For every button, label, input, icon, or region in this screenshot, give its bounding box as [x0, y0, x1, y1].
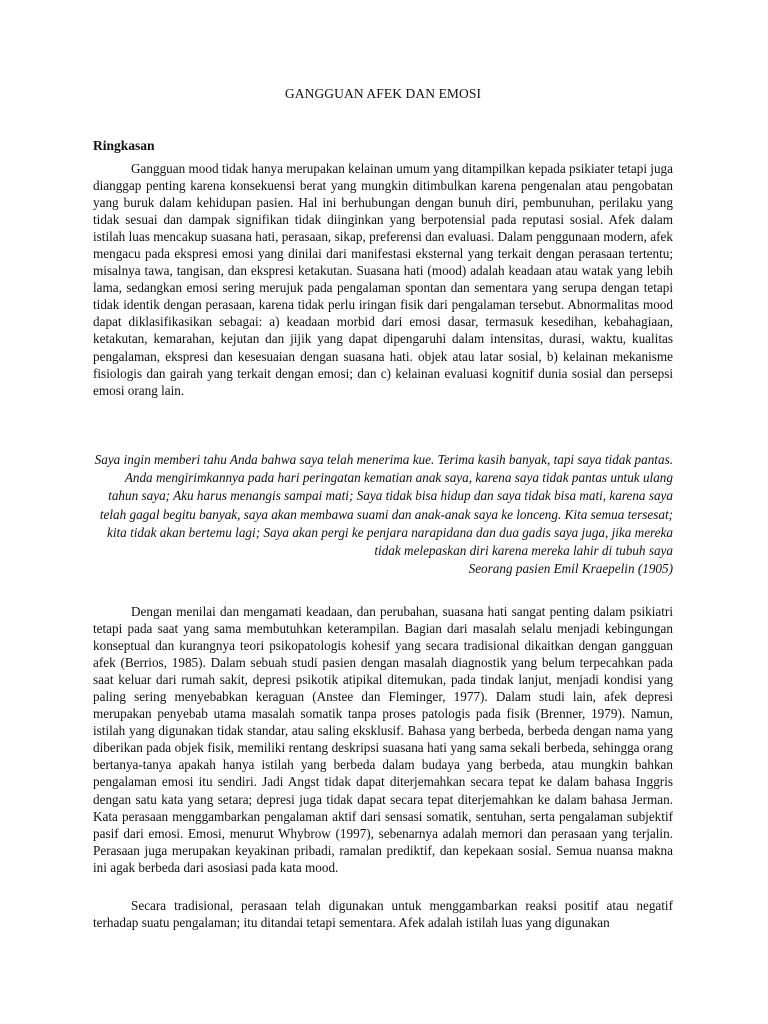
quote-text: Saya ingin memberi tahu Anda bahwa saya telah menerima kue. Terima kasih banyak, tapi saya tidak pantas. Anda mengirimkannya pada hari peringatan kematian anak saya, karena saya tidak pantas untuk ulang tahun saya; Aku harus menangis sampai mati; Saya tidak bisa hidup dan saya tidak bisa mati, karena saya telah gagal begitu banyak, saya akan membawa suami dan anak-anak saya ke lonceng. Kita semua tersesat; kita tidak akan bertemu lagi; Saya akan pergi ke penjara narapidana dan dua gadis saya juga, jika mereka tidak melepaskan diri karena mereka lahir di tubuh saya	[94, 452, 673, 559]
paragraph-summary: Gangguan mood tidak hanya merupakan kelainan umum yang ditampilkan kepada psikiater tetapi juga dianggap penting karena konsekuensi berat yang mungkin ditimbulkan karena pengenalan atau pengobatan yang buruk dalam kehidupan pasien. Hal ini berhubungan dengan bunuh diri, pembunuhan, perilaku yang tidak sesuai dan dampak signifikan tidak diinginkan yang berpotensial pada reputasi sosial. Afek dalam istilah luas mencakup suasana hati, perasaan, sikap, preferensi dan evaluasi. Dalam penggunaan modern, afek mengacu pada ekspresi emosi yang dinilai dari manifestasi eksternal yang terkait dengan perasaan tertentu; misalnya tawa, tangisan, dan ekspresi ketakutan. Suasana hati (mood) adalah keadaan atau watak yang lebih lama, sedangkan emosi sering merujuk pada pengalaman spontan dan sementara yang serupa dengan tetapi tidak identik dengan perasaan, karena tidak perlu iringan fisik dari pengalaman tersebut. Abnormalitas mood dapat diklasifikasikan sebagai: a) keadaan morbid dari emosi dasar, termasuk kesedihan, kebahagiaan, ketakutan, kemarahan, kejutan dan jijik yang dapat dipengaruhi dalam intensitas, durasi, waktu, kualitas pengalaman, ekspresi dan kesesuaian dengan suasana hati. objek atau latar sosial, b) kelainan mekanisme fisiologis dan gairah yang terkait dengan emosi; dan c) kelainan evaluasi kognitif dunia sosial dan persepsi emosi orang lain.	[93, 161, 673, 398]
section-heading: Ringkasan	[93, 138, 155, 153]
quote-attribution: Seorang pasien Emil Kraepelin (1905)	[468, 561, 673, 577]
paragraph-traditional: Secara tradisional, perasaan telah digunakan untuk menggambarkan reaksi positif atau negatif terhadap suatu pengalaman; itu ditandai tetapi sementara. Afek adalah istilah luas yang digunakan	[93, 898, 673, 931]
paragraph-assessment: Dengan menilai dan mengamati keadaan, dan perubahan, suasana hati sangat penting dalam psikiatri tetapi pada saat yang sama membutuhkan keterampilan. Bagian dari masalah selalu menjadi kebingungan konseptual dan kurangnya teori psikopatologis kohesif yang secara tradisional dikaitkan dengan gangguan afek (Berrios, 1985). Dalam sebuah studi pasien dengan masalah diagnostik yang belum terpecahkan pada saat keluar dari rumah sakit, depresi psikotik atipikal ditemukan, pada tindak lanjut, menjadi kondisi yang paling sering menyebabkan keraguan (Anstee dan Fleminger, 1977). Dalam studi lain, afek depresi merupakan penyebab utama masalah somatik tanpa proses patologis pada fisik (Brenner, 1979). Namun, istilah yang digunakan tidak standar, atau saling eksklusif. Bahasa yang berbeda, berbeda dengan nama yang diberikan pada objek fisik, memiliki rentang deskripsi suasana hati yang sama sekali berbeda, sehingga orang bertanya-tanya apakah hanya istilah yang berbeda dalam budaya yang berbeda, atau mungkin bahkan pengalaman emosi itu sendiri. Jadi Angst tidak dapat diterjemahkan secara tepat ke dalam bahasa Inggris dengan satu kata yang setara; depresi juga tidak dapat secara tepat diterjemahkan ke dalam bahasa Jerman. Kata perasaan menggambarkan pengalaman aktif dari sensasi somatik, sentuhan, serta pengalaman subjektif pasif dari emosi. Emosi, menurut Whybrow (1997), sebenarnya adalah memori dan perasaan yang terjalin. Perasaan juga merupakan keyakinan pribadi, ramalan prediktif, dan kepekaan sosial. Semua nuansa makna ini agak berbeda dari asosiasi pada kata mood.	[93, 604, 673, 875]
document-title: GANGGUAN AFEK DAN EMOSI	[284, 86, 482, 101]
patient-quote	[93, 451, 673, 578]
